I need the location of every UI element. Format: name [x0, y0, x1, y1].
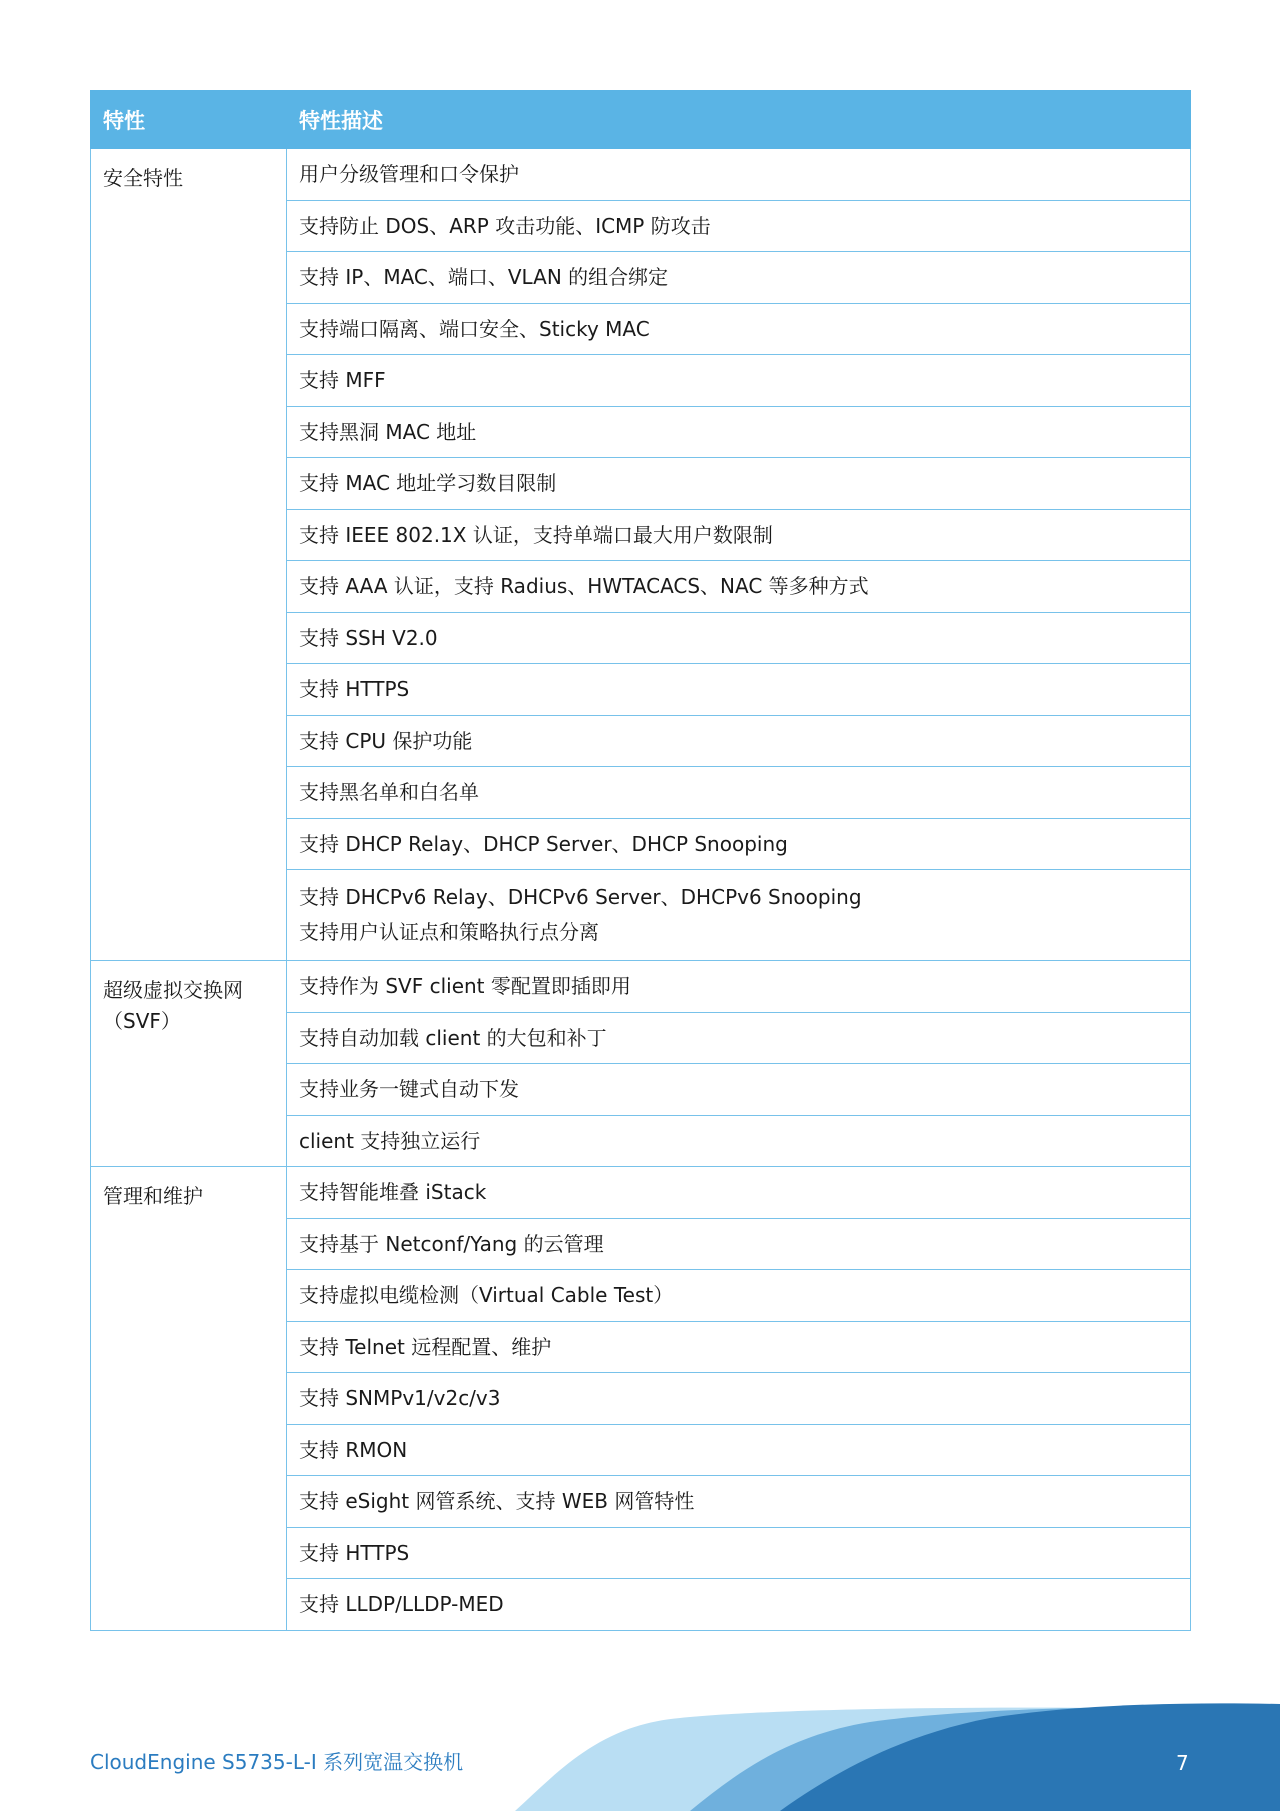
- table-row: [91, 149, 1191, 201]
- feature-description-text: 支持 RMON: [299, 1437, 408, 1462]
- feature-description-cell: [287, 406, 1191, 458]
- feature-description-cell: [287, 612, 1191, 664]
- feature-category-text: 安全特性: [103, 166, 183, 190]
- feature-category-cell: [91, 961, 287, 1167]
- feature-description-cell: [287, 1579, 1191, 1631]
- feature-description-text: 支持自动加载 client 的大包和补丁: [299, 1025, 607, 1050]
- feature-description-text: 支持 SNMPv1/v2c/v3: [299, 1386, 501, 1411]
- feature-description-text: 用户分级管理和口令保护: [299, 162, 519, 187]
- feature-description-cell: [287, 1218, 1191, 1270]
- feature-description-text: 支持 Telnet 远程配置、维护: [299, 1334, 552, 1359]
- feature-description-cell: [287, 149, 1191, 201]
- feature-category-text: 超级虚拟交换网: [103, 978, 243, 1002]
- feature-description-cell: [287, 1424, 1191, 1476]
- feature-description-cell: [287, 767, 1191, 819]
- feature-description-cell: [287, 961, 1191, 1013]
- feature-description-text: 支持 MFF: [299, 368, 386, 393]
- feature-description-cell: [287, 1115, 1191, 1167]
- feature-description-text: 支持 HTTPS: [299, 677, 410, 702]
- feature-description-cell: [287, 870, 1191, 961]
- feature-description-text: 支持作为 SVF client 零配置即插即用: [299, 974, 631, 999]
- feature-description-text: 支持 HTTPS: [299, 1540, 410, 1565]
- page-number: 7: [1176, 1751, 1189, 1775]
- feature-description-text: 支持业务一键式自动下发: [299, 1077, 519, 1102]
- table-header-row: [91, 91, 1191, 149]
- feature-description-text: 支持黑名单和白名单: [299, 780, 479, 805]
- feature-description-cell: [287, 1064, 1191, 1116]
- feature-description-cell: [287, 458, 1191, 510]
- feature-category-text: 管理和维护: [103, 1184, 203, 1208]
- feature-description-cell: [287, 1527, 1191, 1579]
- header-feature-description: 特性描述: [287, 91, 1191, 149]
- feature-description-text: 支持基于 Netconf/Yang 的云管理: [299, 1231, 604, 1256]
- feature-category-cell: [91, 149, 287, 961]
- feature-description-cell: [287, 1012, 1191, 1064]
- feature-description-text: 支持 IP、MAC、端口、VLAN 的组合绑定: [299, 265, 669, 290]
- feature-description-cell: [287, 1373, 1191, 1425]
- feature-description-text: 支持 SSH V2.0: [299, 625, 438, 650]
- feature-description-cell: [287, 200, 1191, 252]
- feature-description-cell: [287, 303, 1191, 355]
- feature-description-text: 支持黑洞 MAC 地址: [299, 419, 477, 444]
- feature-description-text: 支持 AAA 认证，支持 Radius、HWTACACS、NAC 等多种方式: [299, 574, 869, 599]
- feature-description-text: 支持防止 DOS、ARP 攻击功能、ICMP 防攻击: [299, 213, 711, 238]
- feature-description-text: 支持端口隔离、端口安全、Sticky MAC: [299, 316, 650, 341]
- feature-description-cell: [287, 509, 1191, 561]
- feature-description-text: 支持 DHCP Relay、DHCP Server、DHCP Snooping: [299, 831, 788, 856]
- table-body: [91, 149, 1191, 1631]
- feature-description-cell: [287, 715, 1191, 767]
- feature-category-cell: [91, 1167, 287, 1631]
- feature-description-text: 支持用户认证点和策略执行点分离: [299, 920, 599, 944]
- feature-description-text: 支持 LLDP/LLDP-MED: [299, 1592, 504, 1617]
- footer-product-title: CloudEngine S5735-L-I 系列宽温交换机: [90, 1750, 464, 1774]
- feature-spec-table: [90, 90, 1191, 1631]
- feature-description-text: 支持 MAC 地址学习数目限制: [299, 471, 557, 496]
- table-row: [91, 1167, 1191, 1219]
- header-feature: 特性: [91, 91, 287, 149]
- feature-description-cell: [287, 1321, 1191, 1373]
- feature-description-cell: [287, 664, 1191, 716]
- feature-description-text: 支持 IEEE 802.1X 认证，支持单端口最大用户数限制: [299, 522, 773, 547]
- feature-description-text: 支持 eSight 网管系统、支持 WEB 网管特性: [299, 1489, 695, 1514]
- feature-description-cell: [287, 355, 1191, 407]
- feature-description-cell: [287, 1270, 1191, 1322]
- feature-description-cell: [287, 561, 1191, 613]
- feature-description-text: 支持 DHCPv6 Relay、DHCPv6 Server、DHCPv6 Snooping: [299, 885, 862, 909]
- feature-description-text: client 支持独立运行: [299, 1128, 481, 1153]
- feature-description-text: 支持虚拟电缆检测（Virtual Cable Test）: [299, 1283, 674, 1308]
- table-row: [91, 961, 1191, 1013]
- feature-category-text: （SVF）: [103, 1009, 181, 1033]
- feature-description-cell: [287, 1476, 1191, 1528]
- feature-description-text: 支持 CPU 保护功能: [299, 728, 473, 753]
- feature-description-cell: [287, 252, 1191, 304]
- feature-description-cell: [287, 1167, 1191, 1219]
- feature-description-text: 支持智能堆叠 iStack: [299, 1180, 487, 1205]
- feature-description-cell: [287, 818, 1191, 870]
